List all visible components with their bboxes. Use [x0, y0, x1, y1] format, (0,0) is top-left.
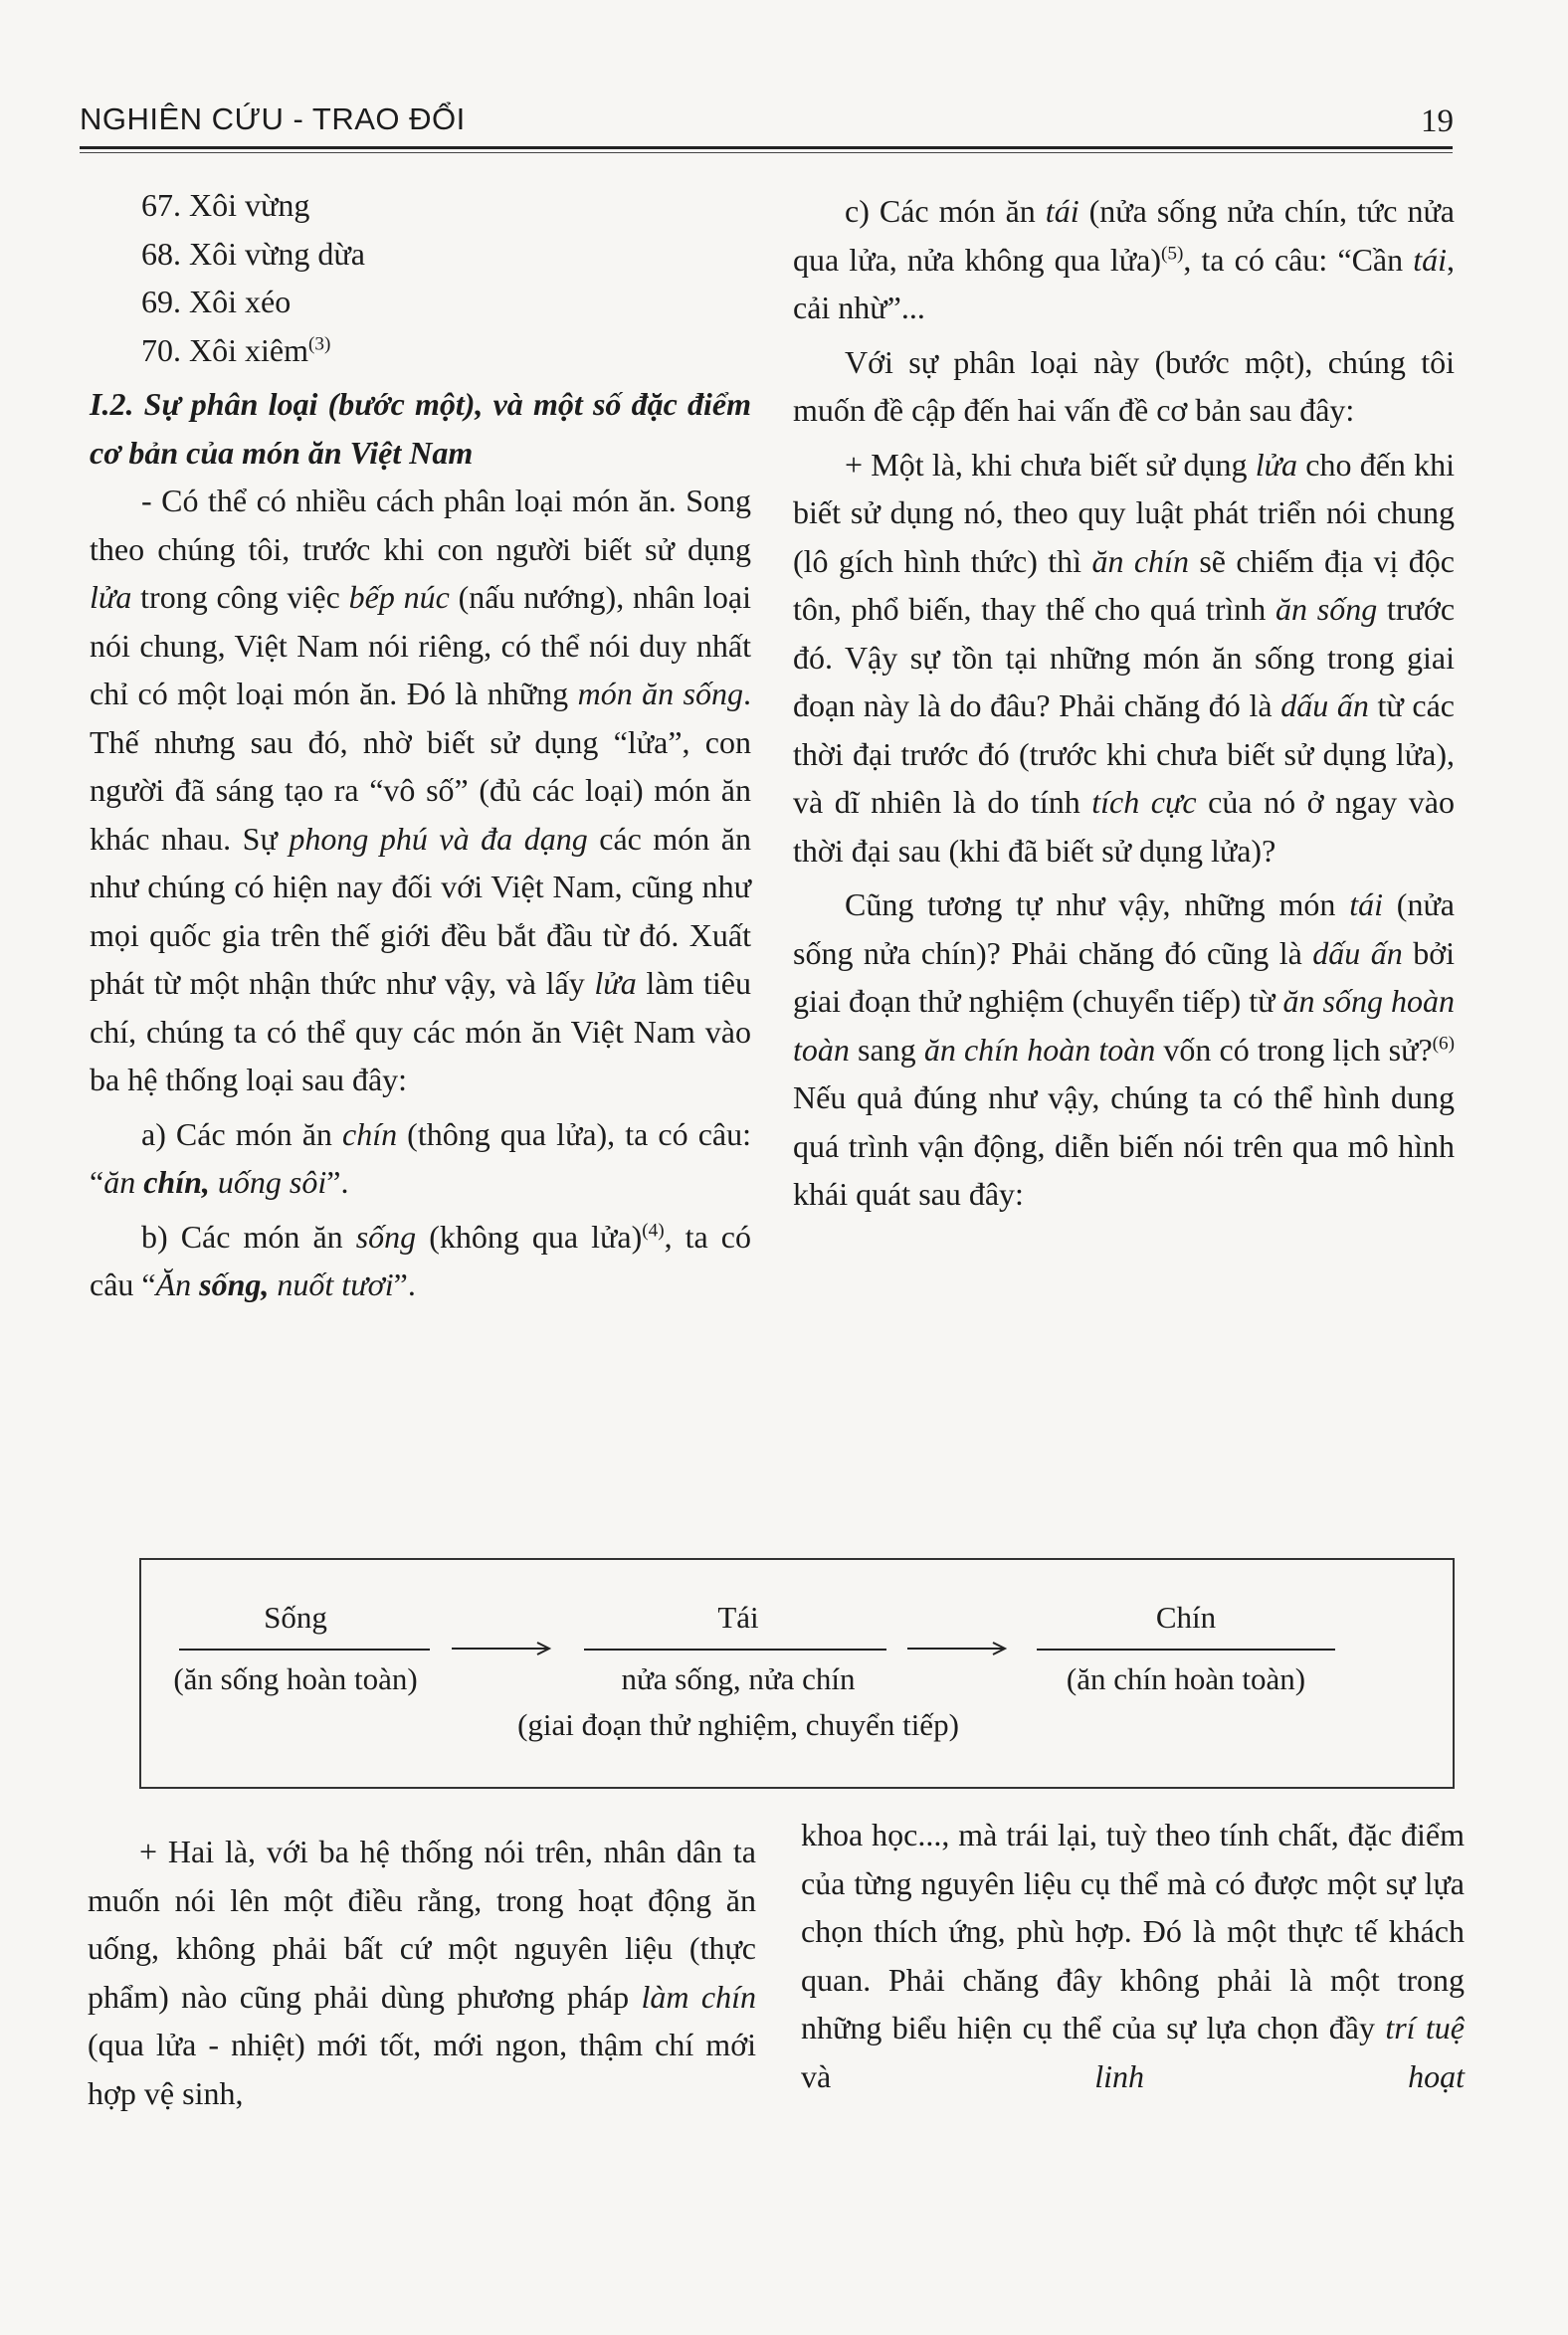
page-number: 19 — [1421, 103, 1454, 139]
footnote-ref: (5) — [1161, 242, 1184, 264]
body-paragraph: + Một là, khi chưa biết sử dụng lửa cho đến khi biết sử dụng nó, theo quy luật phát triển nói chung (lô gích hình thức) thì ăn chín sẽ chiếm địa vị độc tôn, phổ biến, thay thế cho quá trình ăn sống trước đó. Vậy sự tồn tại những món ăn sống trong giai đoạn này là do đâu? Phải chăng đó là dấu ấn từ các thời đại trước đó (trước khi chưa biết sử dụng lửa), và dĩ nhiên là do tính tích cực của nó ở ngay vào thời đại sau (khi đã biết sử dụng lửa)? — [793, 446, 1456, 869]
body-paragraph: Cũng tương tự như vậy, những món tái (nửa sống nửa chín)? Phải chăng đó cũng là dấu ấn bởi giai đoạn thử nghiệm (chuyển tiếp) từ ăn sống hoàn toàn sang ăn chín hoàn toàn vốn có trong lịch sử?$^{(6)}$ Nếu quả đúng như vậy, chúng ta có thể hình dung quá trình vận động, diễn biến nói trên qua mô hình khái quát sau đây: — [793, 886, 1456, 1212]
footnote-ref: (3) — [307, 332, 331, 354]
list-item: 70. Xôi xiêm$^{(3)}$ — [141, 331, 331, 368]
body-paragraph: Với sự phân loại này (bước một), chúng tôi muốn đề cập đến hai vấn đề cơ bản sau đây: — [793, 343, 1455, 428]
left-column-bottom — [88, 1828, 756, 2117]
body-paragraph: - Có thể có nhiều cách phân loại món ăn. Song theo chúng tôi, trước khi con người biết sử dụng lửa trong công việc bếp núc (nấu nướng), nhân loại nói chung, Việt Nam nói riêng, có thể nói duy nhất chỉ có một loại món ăn. Đó là những món ăn sống. Thế nhưng sau đó, nhờ biết sử dụng “lửa”, con người đã sáng tạo ra “vô số” (đủ các loại) món ăn khác nhau. Sự phong phú và đa dạng các món ăn như chúng có hiện nay đối với Việt Nam, cũng như mọi quốc gia trên thế giới đều bắt đầu từ đó. Xuất phát từ một nhận thức như vậy, và lấy lửa làm tiêu chí, chúng ta có thể quy các món ăn Việt Nam vào ba hệ thống loại sau đây: — [90, 483, 752, 1097]
body-paragraph: b) Các món ăn sống (không qua lửa)$^{(4)}$, ta có câu “Ăn sống, nuốt tươi”. — [90, 1218, 751, 1302]
stage-desc-tai-note: (giai đoạn thử nghiệm, chuyển tiếp) — [517, 1707, 959, 1742]
list-item: 69. Xôi xéo — [141, 284, 292, 319]
running-header: NGHIÊN CỨU - TRAO ĐỔI — [80, 101, 466, 136]
body-paragraph: + Hai là, với ba hệ thống nói trên, nhân dân ta muốn nói lên một điều rằng, trong hoạt động ăn uống, không phải bất cứ một nguyên liệu (thực phẩm) nào cũng phải dùng phương pháp làm chín (qua lửa - nhiệt) mới tốt, mới ngon, thậm chí mới hợp vệ sinh, — [88, 1834, 757, 2111]
stage-desc-chin: (ăn chín hoàn toàn) — [1066, 1661, 1306, 1696]
list-item: 68. Xôi vừng dừa — [141, 235, 365, 272]
body-paragraph: a) Các món ăn chín (thông qua lửa), ta có câu: “ăn chín, uống sôi”. — [90, 1115, 752, 1200]
section-heading: I.2. Sự phân loại (bước một), và một số đặc điểm cơ bản của món ăn Việt Nam — [90, 386, 751, 471]
left-column — [90, 181, 751, 1309]
arrow-right-icon — [907, 1642, 1009, 1655]
header-rule-thin — [80, 152, 1453, 153]
right-column-bottom — [801, 1811, 1465, 2100]
process-diagram — [139, 1558, 1455, 1789]
stage-underline — [179, 1649, 430, 1651]
footnote-ref: (6) — [1432, 1032, 1456, 1054]
stage-title-song: Sống — [264, 1600, 327, 1635]
stage-title-tai: Tái — [717, 1600, 759, 1635]
stage-title-chin: Chín — [1155, 1600, 1217, 1635]
stage-desc-song: (ăn sống hoàn toàn) — [173, 1661, 418, 1696]
body-paragraph: c) Các món ăn tái (nửa sống nửa chín, tức nửa qua lửa, nửa không qua lửa)$^{(5)}$, ta có câu: “Cần tái, cải nhừ”... — [793, 193, 1456, 325]
right-column — [793, 187, 1455, 1219]
stage-underline — [1037, 1649, 1335, 1651]
header-rule — [80, 146, 1453, 149]
arrow-right-icon — [452, 1642, 553, 1655]
body-paragraph: khoa học..., mà trái lại, tuỳ theo tính chất, đặc điểm của từng nguyên liệu cụ thể mà có được một sự lựa chọn thích ứng, phù hợp. Đó là một thực tế khách quan. Phải chăng đây không phải là một trong những biểu hiện cụ thể của sự lựa chọn đầy trí tuệ và linh hoạt — [801, 1817, 1466, 2094]
stage-desc-tai: nửa sống, nửa chín — [621, 1661, 856, 1696]
footnote-ref: (4) — [642, 1219, 665, 1241]
list-item: 67. Xôi vừng — [141, 187, 310, 223]
stage-underline — [584, 1649, 886, 1651]
